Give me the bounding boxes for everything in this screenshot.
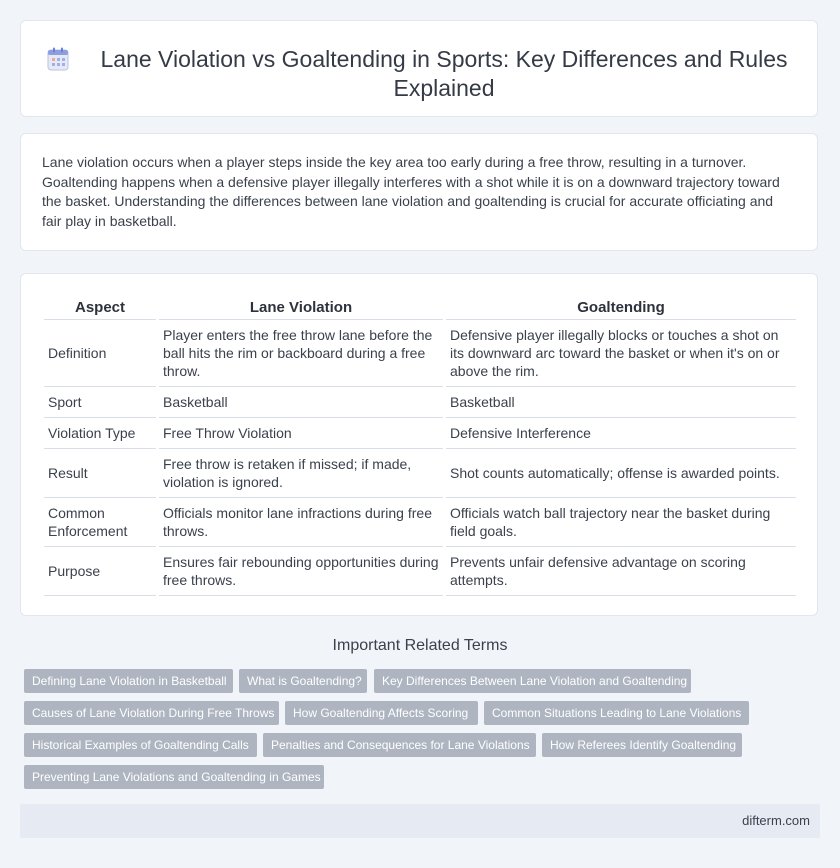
footer	[20, 804, 820, 838]
related-term-tag[interactable]: Preventing Lane Violations and Goaltending in Games	[24, 765, 324, 789]
table-cell: Violation Type	[44, 418, 156, 449]
table-cell: Free throw is retaken if missed; if made, violation is ignored.	[159, 449, 443, 498]
table-row	[44, 387, 796, 418]
table-cell: Free Throw Violation	[159, 418, 443, 449]
table-cell: Officials watch ball trajectory near the basket during field goals.	[446, 498, 796, 547]
column-header-goaltending: Goaltending	[446, 293, 796, 320]
intro-paragraph: Lane violation occurs when a player steps inside the key area too early during a free throw, resulting in a turnover. Goaltending happens when a defensive player illegally interferes with a shot while it is on a downward trajectory toward the basket. Understanding the differences between lane violation and goaltending is crucial for accurate officiating and fair play in basketball.	[42, 154, 780, 229]
related-term-tag[interactable]: Key Differences Between Lane Violation and Goaltending	[374, 669, 691, 693]
intro-card	[20, 133, 818, 251]
table-row	[44, 449, 796, 498]
table-row	[44, 498, 796, 547]
table-cell: Purpose	[44, 547, 156, 596]
related-term-tag[interactable]: Historical Examples of Goaltending Calls	[24, 733, 257, 757]
header-card	[20, 20, 818, 117]
related-term-tag[interactable]: Penalties and Consequences for Lane Violations	[263, 733, 536, 757]
related-term-tag[interactable]: Causes of Lane Violation During Free Throws	[24, 701, 279, 725]
table-header-row	[44, 293, 796, 320]
table-cell: Basketball	[446, 387, 796, 418]
related-term-tag[interactable]: How Goaltending Affects Scoring	[285, 701, 478, 725]
table-cell: Definition	[44, 320, 156, 387]
table-cell: Defensive player illegally blocks or touches a shot on its downward arc toward the basket or when it's on or above the rim.	[446, 320, 796, 387]
comparison-card	[20, 273, 818, 616]
column-header-lane-violation: Lane Violation	[159, 293, 443, 320]
related-term-tag[interactable]: Common Situations Leading to Lane Violations	[484, 701, 749, 725]
comparison-table	[41, 293, 799, 596]
table-cell: Basketball	[159, 387, 443, 418]
related-terms-heading: Important Related Terms	[332, 637, 508, 654]
table-cell: Shot counts automatically; offense is awarded points.	[446, 449, 796, 498]
table-row	[44, 418, 796, 449]
table-cell: Defensive Interference	[446, 418, 796, 449]
table-cell: Sport	[44, 387, 156, 418]
related-term-tag[interactable]: What is Goaltending?	[239, 669, 367, 693]
related-term-tag[interactable]: Defining Lane Violation in Basketball	[24, 669, 233, 693]
table-row	[44, 320, 796, 387]
table-cell: Common Enforcement	[44, 498, 156, 547]
table-row	[44, 547, 796, 596]
table-cell: Result	[44, 449, 156, 498]
column-header-aspect: Aspect	[44, 293, 156, 320]
table-cell: Player enters the free throw lane before the ball hits the rim or backboard during a free throw.	[159, 320, 443, 387]
table-cell: Prevents unfair defensive advantage on scoring attempts.	[446, 547, 796, 596]
table-cell: Officials monitor lane infractions during free throws.	[159, 498, 443, 547]
page-title: Lane Violation vs Goaltending in Sports: Key Differences and Rules Explained	[100, 46, 788, 101]
table-cell: Ensures fair rebounding opportunities during free throws.	[159, 547, 443, 596]
related-term-tag[interactable]: How Referees Identify Goaltending	[542, 733, 742, 757]
calendar-grid-icon	[47, 47, 69, 71]
site-link[interactable]: difterm.com	[742, 813, 810, 828]
